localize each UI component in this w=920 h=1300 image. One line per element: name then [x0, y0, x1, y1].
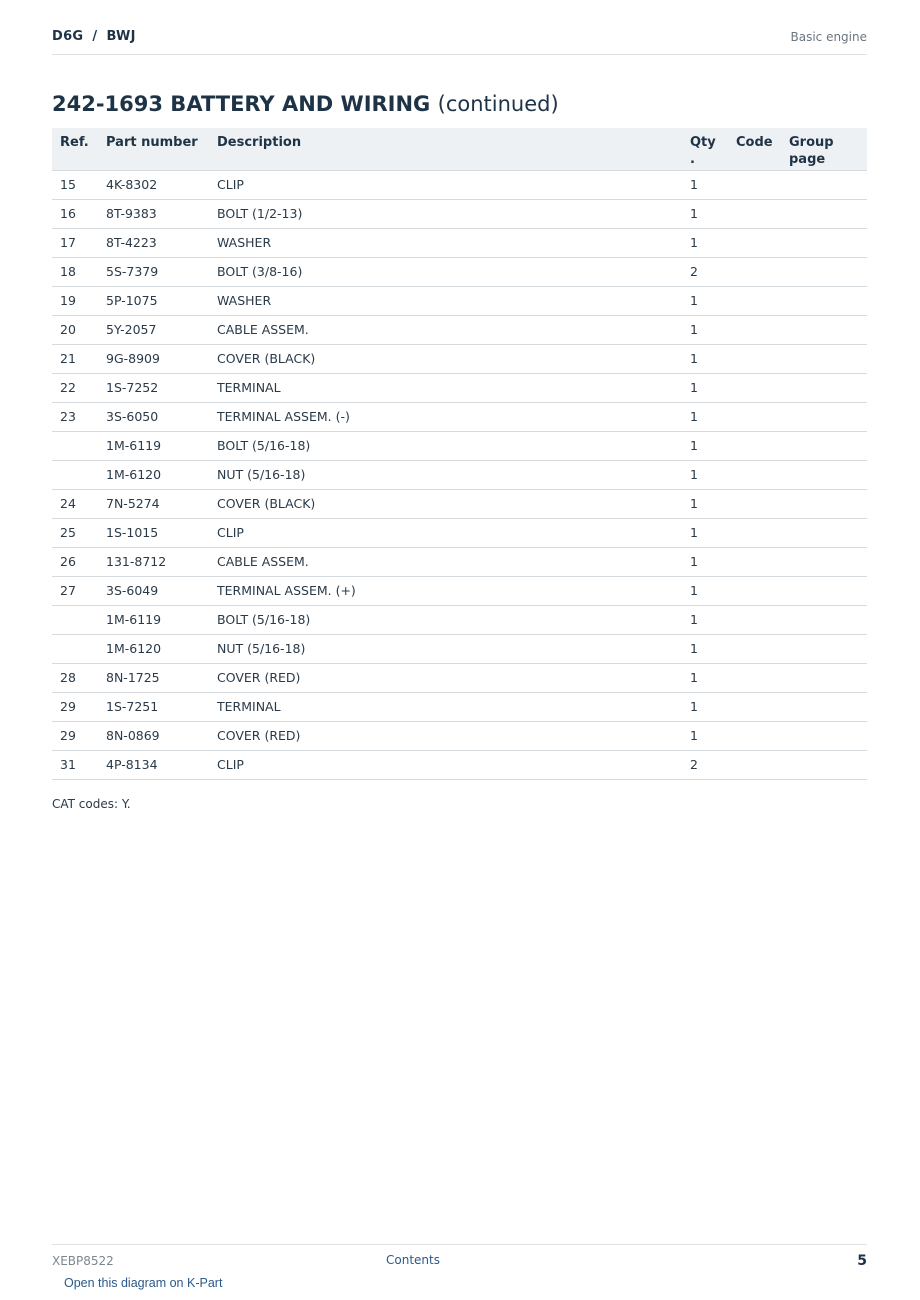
cell-description: WASHER [209, 286, 682, 315]
cell-description: CABLE ASSEM. [209, 315, 682, 344]
cell-part-number: 8T-4223 [98, 228, 209, 257]
column-header-group-page: Group page [781, 128, 867, 170]
cell-description: BOLT (5/16-18) [209, 431, 682, 460]
cell-description: CABLE ASSEM. [209, 547, 682, 576]
cell-part-number: 8N-0869 [98, 721, 209, 750]
cell-part-number: 3S-6049 [98, 576, 209, 605]
page-footer [52, 1244, 867, 1275]
cell-part-number: 1S-7252 [98, 373, 209, 402]
cell-group-page [781, 402, 867, 431]
cell-qty: 1 [682, 228, 728, 257]
cell-description: CLIP [209, 170, 682, 199]
table-row [52, 228, 867, 257]
cell-ref: 17 [52, 228, 98, 257]
table-row [52, 373, 867, 402]
table-row [52, 315, 867, 344]
cell-ref [52, 431, 98, 460]
cell-qty: 1 [682, 692, 728, 721]
cell-code [728, 663, 781, 692]
cell-description: COVER (BLACK) [209, 344, 682, 373]
cell-ref: 25 [52, 518, 98, 547]
cell-ref: 15 [52, 170, 98, 199]
cell-group-page [781, 199, 867, 228]
cell-description: BOLT (1/2-13) [209, 199, 682, 228]
cell-group-page [781, 489, 867, 518]
cell-description: BOLT (5/16-18) [209, 605, 682, 634]
table-row [52, 402, 867, 431]
table-row [52, 460, 867, 489]
cell-code [728, 489, 781, 518]
cell-part-number: 5S-7379 [98, 257, 209, 286]
table-row [52, 634, 867, 663]
cell-group-page [781, 228, 867, 257]
page-number: 5 [857, 1253, 867, 1269]
breadcrumb-serial: BWJ [106, 29, 136, 44]
cell-part-number: 8T-9383 [98, 199, 209, 228]
cell-qty: 1 [682, 518, 728, 547]
cell-group-page [781, 721, 867, 750]
cell-qty: 1 [682, 402, 728, 431]
cell-part-number: 5Y-2057 [98, 315, 209, 344]
table-row [52, 286, 867, 315]
table-row [52, 344, 867, 373]
cell-qty: 1 [682, 344, 728, 373]
cell-code [728, 605, 781, 634]
cell-qty: 1 [682, 315, 728, 344]
cell-description: TERMINAL ASSEM. (-) [209, 402, 682, 431]
cell-qty: 2 [682, 750, 728, 779]
cell-description: COVER (BLACK) [209, 489, 682, 518]
cell-group-page [781, 286, 867, 315]
cell-part-number: 1M-6120 [98, 460, 209, 489]
cell-code [728, 750, 781, 779]
cell-ref: 19 [52, 286, 98, 315]
cell-part-number: 5P-1075 [98, 286, 209, 315]
cell-code [728, 547, 781, 576]
table-row [52, 721, 867, 750]
cell-part-number: 7N-5274 [98, 489, 209, 518]
table-row [52, 605, 867, 634]
cell-qty: 1 [682, 373, 728, 402]
cell-ref [52, 634, 98, 663]
cell-group-page [781, 518, 867, 547]
page-header [52, 27, 867, 55]
cell-ref: 21 [52, 344, 98, 373]
cell-ref: 22 [52, 373, 98, 402]
cell-description: CLIP [209, 750, 682, 779]
cell-group-page [781, 663, 867, 692]
cell-part-number: 131-8712 [98, 547, 209, 576]
cell-ref: 24 [52, 489, 98, 518]
cell-code [728, 286, 781, 315]
page-title-main: 242-1693 BATTERY AND WIRING [52, 92, 431, 116]
cell-qty: 1 [682, 547, 728, 576]
parts-table [52, 128, 867, 780]
cell-ref: 31 [52, 750, 98, 779]
column-header-description: Description [209, 128, 682, 170]
cat-codes-note: CAT codes: Y. [52, 797, 131, 811]
cell-ref: 28 [52, 663, 98, 692]
breadcrumb [52, 29, 136, 44]
cell-description: TERMINAL ASSEM. (+) [209, 576, 682, 605]
parts-table-body [52, 170, 867, 779]
cell-group-page [781, 257, 867, 286]
cell-part-number: 4K-8302 [98, 170, 209, 199]
cell-ref: 18 [52, 257, 98, 286]
cell-qty: 1 [682, 634, 728, 663]
cell-description: BOLT (3/8-16) [209, 257, 682, 286]
cell-group-page [781, 373, 867, 402]
table-row [52, 257, 867, 286]
table-row [52, 576, 867, 605]
cell-ref: 26 [52, 547, 98, 576]
cell-qty: 1 [682, 286, 728, 315]
cell-description: WASHER [209, 228, 682, 257]
cell-description: COVER (RED) [209, 663, 682, 692]
table-row [52, 431, 867, 460]
cell-group-page [781, 431, 867, 460]
cell-group-page [781, 344, 867, 373]
contents-link[interactable]: Contents [386, 1253, 440, 1267]
cell-qty: 2 [682, 257, 728, 286]
cell-code [728, 431, 781, 460]
cell-qty: 1 [682, 460, 728, 489]
cell-code [728, 634, 781, 663]
page-title [52, 90, 559, 118]
cell-part-number: 9G-8909 [98, 344, 209, 373]
cell-ref [52, 460, 98, 489]
table-row [52, 663, 867, 692]
cell-ref: 16 [52, 199, 98, 228]
cell-qty: 1 [682, 721, 728, 750]
cell-ref [52, 605, 98, 634]
cell-code [728, 576, 781, 605]
cell-group-page [781, 692, 867, 721]
cell-code [728, 344, 781, 373]
cell-code [728, 170, 781, 199]
table-row [52, 170, 867, 199]
breadcrumb-separator: / [92, 29, 98, 44]
cell-group-page [781, 750, 867, 779]
column-header-part-number: Part number [98, 128, 209, 170]
cell-ref: 20 [52, 315, 98, 344]
cell-part-number: 3S-6050 [98, 402, 209, 431]
cell-ref: 29 [52, 692, 98, 721]
cell-group-page [781, 315, 867, 344]
cell-ref: 23 [52, 402, 98, 431]
cell-ref: 29 [52, 721, 98, 750]
open-kpart-link[interactable]: Open this diagram on K-Part [64, 1276, 223, 1290]
cell-description: TERMINAL [209, 692, 682, 721]
cell-code [728, 373, 781, 402]
cell-code [728, 257, 781, 286]
column-header-code: Code [728, 128, 781, 170]
cell-qty: 1 [682, 170, 728, 199]
cell-part-number: 1M-6119 [98, 431, 209, 460]
cell-code [728, 692, 781, 721]
cell-code [728, 228, 781, 257]
page-title-suffix: (continued) [437, 92, 559, 116]
cell-part-number: 1S-7251 [98, 692, 209, 721]
cell-description: CLIP [209, 518, 682, 547]
cell-part-number: 1S-1015 [98, 518, 209, 547]
cell-part-number: 4P-8134 [98, 750, 209, 779]
cell-description: NUT (5/16-18) [209, 634, 682, 663]
cell-group-page [781, 576, 867, 605]
document-id: XEBP8522 [52, 1254, 114, 1268]
cell-part-number: 8N-1725 [98, 663, 209, 692]
cell-code [728, 402, 781, 431]
cell-part-number: 1M-6119 [98, 605, 209, 634]
cell-code [728, 518, 781, 547]
table-row [52, 547, 867, 576]
breadcrumb-model: D6G [52, 29, 84, 44]
cell-qty: 1 [682, 431, 728, 460]
cell-qty: 1 [682, 576, 728, 605]
cell-code [728, 460, 781, 489]
cell-code [728, 199, 781, 228]
cell-ref: 27 [52, 576, 98, 605]
cell-group-page [781, 460, 867, 489]
table-header-row [52, 128, 867, 170]
cell-group-page [781, 605, 867, 634]
table-row [52, 489, 867, 518]
section-label: Basic engine [790, 30, 867, 44]
cell-qty: 1 [682, 605, 728, 634]
column-header-qty: Qty . [682, 128, 728, 170]
cell-description: COVER (RED) [209, 721, 682, 750]
cell-group-page [781, 634, 867, 663]
cell-qty: 1 [682, 199, 728, 228]
cell-group-page [781, 547, 867, 576]
cell-qty: 1 [682, 489, 728, 518]
cell-group-page [781, 170, 867, 199]
column-header-ref: Ref. [52, 128, 98, 170]
table-row [52, 518, 867, 547]
table-row [52, 692, 867, 721]
cell-code [728, 721, 781, 750]
cell-description: NUT (5/16-18) [209, 460, 682, 489]
cell-part-number: 1M-6120 [98, 634, 209, 663]
table-row [52, 199, 867, 228]
cell-qty: 1 [682, 663, 728, 692]
table-row [52, 750, 867, 779]
cell-description: TERMINAL [209, 373, 682, 402]
cell-code [728, 315, 781, 344]
